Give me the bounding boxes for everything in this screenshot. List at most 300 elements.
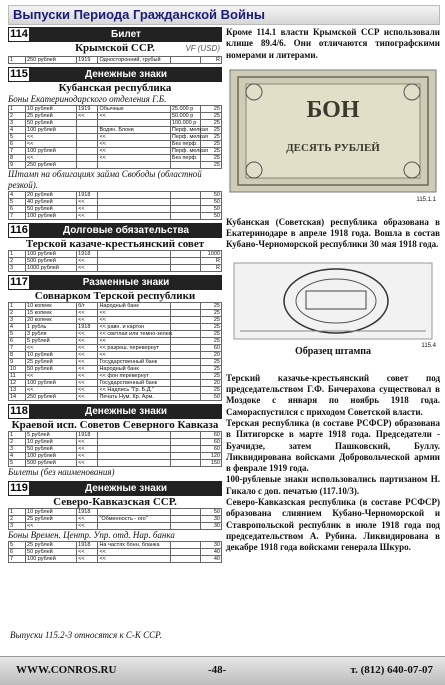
table-cell bbox=[170, 516, 200, 523]
bottom-note: Выпуски 115.2-3 относятся к С-К ССР. bbox=[10, 630, 162, 640]
table-cell: 30 bbox=[200, 542, 221, 549]
table-cell: Государственный банк bbox=[98, 359, 170, 366]
table-cell bbox=[77, 120, 98, 127]
table-cell: << bbox=[77, 373, 98, 380]
table-cell: 1 bbox=[9, 509, 26, 516]
table-cell: 60 bbox=[200, 439, 221, 446]
table-cell: R bbox=[200, 57, 221, 64]
table-row bbox=[9, 542, 222, 549]
table-cell: << bbox=[77, 331, 98, 338]
table-cell bbox=[98, 523, 170, 530]
section-116-header bbox=[8, 223, 222, 238]
section-number: 118 bbox=[8, 404, 30, 419]
table-row bbox=[9, 556, 222, 563]
table-cell bbox=[98, 120, 170, 127]
table-cell: << bbox=[77, 359, 98, 366]
stamp-image bbox=[226, 261, 440, 341]
table-cell bbox=[98, 206, 170, 213]
table-row bbox=[9, 258, 222, 265]
table-cell: << bbox=[77, 345, 98, 352]
banknote-image-block bbox=[226, 67, 440, 217]
table-cell bbox=[98, 453, 170, 460]
table-cell: << bbox=[77, 516, 98, 523]
table-cell: 25 bbox=[200, 162, 221, 169]
table-cell: << bbox=[77, 199, 98, 206]
section-115-subtitle: Кубанская республика bbox=[58, 82, 172, 94]
table-cell: 25 bbox=[200, 331, 221, 338]
table-cell: 4 bbox=[9, 192, 26, 199]
stamp-caption: Образец штампа bbox=[294, 345, 372, 357]
table-cell: 25 bbox=[200, 120, 221, 127]
table-cell: 25 bbox=[200, 141, 221, 148]
table-cell bbox=[98, 213, 170, 220]
table-cell: 7 bbox=[9, 345, 26, 352]
phone-number: т. (812) 640-07-07 bbox=[350, 664, 433, 676]
table-cell: Народный банк bbox=[98, 303, 170, 310]
table-cell: << bbox=[77, 113, 98, 120]
table-row bbox=[9, 162, 222, 169]
table-cell: << bbox=[77, 380, 98, 387]
section-118-note: Билеты (без наименования) bbox=[8, 467, 115, 477]
table-cell bbox=[98, 192, 170, 199]
rating-header: VF (USD) bbox=[185, 44, 220, 53]
table-cell: 25 bbox=[200, 106, 221, 113]
table-cell bbox=[170, 57, 200, 64]
table-cell: 1919 bbox=[77, 106, 98, 113]
gikalo-text: 100-рублевые знаки использовались партизаном Н. Гикало с доп. печатью (117.10/3). bbox=[226, 474, 440, 496]
table-cell: << bbox=[77, 338, 98, 345]
table-row bbox=[9, 338, 222, 345]
table-cell: 2 bbox=[9, 113, 26, 120]
table-row bbox=[9, 265, 222, 272]
table-cell: 10 рублей bbox=[26, 509, 77, 516]
table-row bbox=[9, 366, 222, 373]
table-cell: 50 bbox=[200, 213, 221, 220]
table-cell: 100 рублей bbox=[26, 380, 77, 387]
section-118-table bbox=[8, 431, 222, 467]
section-name: Билет bbox=[111, 29, 141, 40]
table-cell bbox=[170, 265, 200, 272]
table-cell: 1918 bbox=[77, 542, 98, 549]
table-cell bbox=[170, 206, 200, 213]
table-cell: 9 bbox=[9, 162, 26, 169]
table-cell bbox=[170, 317, 200, 324]
table-cell: 25 рублей bbox=[26, 359, 77, 366]
section-116-table bbox=[8, 250, 222, 272]
table-cell: 10 рублей bbox=[26, 106, 77, 113]
table-cell: << bbox=[77, 460, 98, 467]
table-cell: 7 bbox=[9, 556, 26, 563]
table-cell: 25 bbox=[200, 155, 221, 162]
table-cell: 30 bbox=[200, 523, 221, 530]
table-cell: 50.000 р bbox=[170, 113, 200, 120]
table-row bbox=[9, 199, 222, 206]
table-cell: 20 bbox=[200, 380, 221, 387]
section-115-issuer: Боны Екатеринодарского отделения Г.Б. bbox=[8, 94, 167, 104]
table-cell: 2 bbox=[9, 258, 26, 265]
table-cell: 60 bbox=[200, 345, 221, 352]
section-number: 117 bbox=[8, 275, 30, 290]
table-cell: 20 копеек bbox=[26, 317, 77, 324]
table-cell: 20 рублей bbox=[26, 192, 77, 199]
section-number: 115 bbox=[8, 67, 30, 82]
table-cell: 5 bbox=[9, 331, 26, 338]
table-cell: Водян. Блоки bbox=[98, 127, 170, 134]
table-cell bbox=[170, 192, 200, 199]
table-cell: 40 рублей bbox=[26, 199, 77, 206]
table-cell bbox=[170, 439, 200, 446]
table-cell: 25 bbox=[200, 113, 221, 120]
table-cell: 1000 bbox=[200, 251, 221, 258]
table-row bbox=[9, 373, 222, 380]
table-cell: 1919 bbox=[77, 57, 98, 64]
table-cell: 14 bbox=[9, 394, 26, 401]
table-row bbox=[9, 446, 222, 453]
table-cell: 1 рубль bbox=[26, 324, 77, 331]
table-cell: 50 bbox=[200, 192, 221, 199]
table-cell: 2 bbox=[9, 439, 26, 446]
table-cell: Государственный банк bbox=[98, 380, 170, 387]
table-cell: 100 рублей bbox=[26, 453, 77, 460]
table-cell bbox=[77, 148, 98, 155]
table-cell bbox=[170, 453, 200, 460]
table-cell: 250 рублей bbox=[26, 162, 77, 169]
section-118-header bbox=[8, 404, 222, 419]
table-cell: << светлая или темно-зелен. bbox=[99, 331, 174, 337]
table-cell: 100 рублей bbox=[26, 251, 77, 258]
table-row bbox=[9, 192, 222, 199]
table-row bbox=[9, 113, 222, 120]
table-cell: Перф. мелкая bbox=[171, 127, 208, 133]
table-cell bbox=[98, 439, 170, 446]
table-cell: 4 bbox=[9, 453, 26, 460]
table-cell bbox=[98, 258, 170, 265]
section-115-header bbox=[8, 67, 222, 82]
table-cell bbox=[170, 324, 200, 331]
table-cell: << Надпись "Гр. Б.Д." bbox=[98, 387, 170, 394]
table-cell bbox=[98, 199, 170, 206]
table-cell: 6 bbox=[9, 549, 26, 556]
table-cell: << bbox=[98, 352, 170, 359]
table-cell: << bbox=[98, 148, 170, 155]
table-cell: "Обменность - ого" bbox=[98, 516, 170, 523]
table-cell: 25 рублей bbox=[26, 113, 77, 120]
image-number: 115.4 bbox=[421, 342, 436, 349]
table-cell: 50 рублей bbox=[26, 549, 77, 556]
section-114-table bbox=[8, 56, 222, 64]
table-row bbox=[9, 127, 222, 134]
table-row bbox=[9, 352, 222, 359]
table-row bbox=[9, 460, 222, 467]
table-cell: 3 bbox=[9, 317, 26, 324]
table-cell bbox=[98, 446, 170, 453]
table-cell: 8 bbox=[9, 155, 26, 162]
table-cell: 10 bbox=[9, 366, 26, 373]
table-cell: << bbox=[26, 523, 77, 530]
table-cell: 5 bbox=[9, 134, 26, 141]
table-cell: 40 bbox=[200, 549, 221, 556]
table-cell: б/г bbox=[77, 303, 98, 310]
table-cell: Односторонний, грубый bbox=[98, 57, 170, 64]
table-cell bbox=[170, 258, 200, 265]
table-cell: 1918 bbox=[77, 432, 98, 439]
table-row bbox=[9, 206, 222, 213]
table-cell: Печать Нум. Кр. Арм. bbox=[98, 394, 170, 401]
table-cell bbox=[98, 265, 170, 272]
table-cell bbox=[77, 155, 98, 162]
table-cell: << bbox=[98, 141, 170, 148]
table-cell: 3 рубля bbox=[26, 331, 77, 338]
table-cell: 5 bbox=[9, 199, 26, 206]
table-cell: << bbox=[77, 213, 98, 220]
table-row bbox=[9, 106, 222, 113]
section-115-table-2 bbox=[8, 191, 222, 220]
table-cell: 60 bbox=[200, 446, 221, 453]
image-number: 115.1.1 bbox=[416, 196, 436, 203]
table-cell: 1918 bbox=[77, 251, 98, 258]
table-cell bbox=[98, 509, 170, 516]
table-row bbox=[9, 509, 222, 516]
section-114-header bbox=[8, 27, 222, 42]
table-cell: 25 bbox=[200, 359, 221, 366]
table-cell: 50 bbox=[200, 394, 221, 401]
table-cell: 25 рублей bbox=[26, 516, 77, 523]
table-cell: 10 рублей bbox=[26, 439, 77, 446]
table-cell: 10 рублей bbox=[26, 352, 77, 359]
table-cell: 3 bbox=[9, 523, 26, 530]
table-cell bbox=[98, 460, 170, 467]
table-cell: Без перф. bbox=[170, 155, 200, 162]
table-cell: Без перф. bbox=[170, 141, 200, 148]
table-cell: << bbox=[98, 134, 170, 141]
section-name: Денежные знаки bbox=[84, 69, 167, 80]
table-cell: 50 bbox=[200, 206, 221, 213]
section-117-table bbox=[8, 302, 222, 401]
table-cell: << bbox=[77, 453, 98, 460]
table-cell: << bbox=[98, 317, 170, 324]
banknote-image bbox=[226, 67, 440, 207]
table-cell: 25 bbox=[200, 148, 221, 155]
table-cell: << bbox=[77, 394, 98, 401]
section-119-header bbox=[8, 481, 222, 496]
table-cell: << bbox=[77, 446, 98, 453]
table-cell: << bbox=[26, 373, 77, 380]
section-115-note: Штамп на облигациях займа Свободы (областной резкой). bbox=[8, 169, 202, 190]
table-cell: 40 bbox=[200, 556, 221, 563]
table-cell bbox=[170, 213, 200, 220]
table-cell: << bbox=[77, 258, 98, 265]
table-cell bbox=[170, 542, 200, 549]
table-cell bbox=[170, 394, 200, 401]
table-cell: << bbox=[77, 387, 98, 394]
table-cell: 1 bbox=[9, 251, 26, 258]
table-cell bbox=[98, 162, 170, 169]
table-cell: 7 bbox=[9, 213, 26, 220]
table-row bbox=[9, 345, 222, 352]
table-row bbox=[9, 331, 222, 338]
table-cell bbox=[170, 359, 200, 366]
table-row bbox=[9, 310, 222, 317]
table-cell: 6 bbox=[9, 338, 26, 345]
table-cell bbox=[98, 251, 170, 258]
table-row bbox=[9, 439, 222, 446]
table-cell: << bbox=[77, 366, 98, 373]
section-114-title-row bbox=[8, 42, 222, 56]
table-cell: << bbox=[98, 549, 170, 556]
table-cell: 30 bbox=[200, 516, 221, 523]
table-cell: 1918 bbox=[77, 192, 98, 199]
table-cell: 1918 bbox=[77, 509, 98, 516]
section-name: Денежные знаки bbox=[84, 483, 167, 494]
table-cell: 5 рублей bbox=[26, 432, 77, 439]
table-cell: 3 bbox=[9, 446, 26, 453]
table-cell: 15 копеек bbox=[26, 310, 77, 317]
table-cell: 50 рублей bbox=[26, 206, 77, 213]
table-row bbox=[9, 317, 222, 324]
table-cell: 13 bbox=[9, 387, 26, 394]
table-cell: 25 bbox=[200, 373, 221, 380]
table-row bbox=[9, 303, 222, 310]
table-cell: 60 bbox=[200, 432, 221, 439]
table-cell bbox=[170, 345, 200, 352]
table-cell: << bbox=[77, 352, 98, 359]
table-cell: << bbox=[98, 556, 170, 563]
table-row bbox=[9, 380, 222, 387]
table-cell: 100 рублей bbox=[26, 213, 77, 220]
table-cell bbox=[170, 162, 200, 169]
table-cell: 1 bbox=[9, 432, 26, 439]
table-cell bbox=[170, 380, 200, 387]
table-cell: 10 копеек bbox=[26, 303, 77, 310]
table-cell: 2 bbox=[9, 516, 26, 523]
table-cell: Обычные bbox=[98, 106, 170, 113]
table-cell: 50 рублей bbox=[26, 120, 77, 127]
section-119-subtitle: Северо-Кавказская ССР. bbox=[53, 496, 177, 508]
table-cell bbox=[98, 432, 170, 439]
table-cell: 250 рублей bbox=[26, 57, 77, 64]
table-cell: 1 bbox=[9, 303, 26, 310]
table-row bbox=[9, 549, 222, 556]
table-cell: R bbox=[200, 265, 221, 272]
table-cell bbox=[77, 162, 98, 169]
table-cell: << равн. и картон bbox=[98, 324, 170, 331]
table-cell: 25 bbox=[200, 366, 221, 373]
section-name: Долговые обязательства bbox=[62, 225, 189, 236]
table-row bbox=[9, 453, 222, 460]
section-number: 119 bbox=[8, 481, 30, 496]
section-name: Разменные знаки bbox=[82, 277, 170, 288]
table-cell bbox=[170, 556, 200, 563]
page-header bbox=[8, 5, 440, 25]
table-cell: 1 bbox=[9, 57, 26, 64]
table-row bbox=[9, 251, 222, 258]
table-cell: 100 рублей bbox=[26, 556, 77, 563]
table-cell: 25 bbox=[200, 310, 221, 317]
table-cell: 100 рублей bbox=[26, 127, 77, 134]
table-cell: 25 bbox=[200, 338, 221, 345]
table-cell: 25 bbox=[200, 303, 221, 310]
page-footer bbox=[0, 656, 445, 685]
table-row bbox=[9, 213, 222, 220]
table-cell bbox=[170, 432, 200, 439]
left-column bbox=[8, 27, 222, 650]
table-cell bbox=[170, 303, 200, 310]
section-119-table bbox=[8, 508, 222, 530]
table-cell: << bbox=[77, 439, 98, 446]
table-row bbox=[9, 148, 222, 155]
table-cell: 500 рублей bbox=[26, 258, 77, 265]
table-cell: 500 рублей bbox=[26, 460, 77, 467]
table-cell bbox=[77, 141, 98, 148]
table-cell: 25 bbox=[200, 387, 221, 394]
section-115-table bbox=[8, 105, 222, 169]
table-cell bbox=[170, 352, 200, 359]
table-cell: 50 bbox=[200, 199, 221, 206]
table-cell: << bbox=[98, 338, 170, 345]
table-cell: 50 рублей bbox=[26, 366, 77, 373]
table-cell: 7 bbox=[9, 148, 26, 155]
table-cell: 25.000 р bbox=[170, 106, 200, 113]
table-cell: << bbox=[26, 387, 77, 394]
table-cell bbox=[170, 251, 200, 258]
table-cell: 2 bbox=[9, 310, 26, 317]
table-row bbox=[9, 120, 222, 127]
table-cell: 250 рублей bbox=[26, 394, 77, 401]
north-caucasus-text: Северо-Кавказская республика (в составе РСФСР) образована слиянием Кубано-Черноморской и Ставропольской республик в июле 1918 года под председательством А. Рубина. Ликвидирована в декабре 1918 года войсками генерала Шкуро. bbox=[226, 497, 440, 553]
table-cell: << bbox=[77, 317, 98, 324]
table-cell bbox=[170, 310, 200, 317]
table-cell bbox=[170, 460, 200, 467]
section-119-table-2 bbox=[8, 541, 222, 563]
terek-republic-text: Терская республика (в составе РСФСР) образована в Пятигорске в марте 1918 года. Председатели - Буачидзе, затем Пашковский, Буллу. Ликвидирована войсками Добровольческой армии в феврале 1919 года. bbox=[226, 417, 440, 474]
table-cell: 50 bbox=[200, 509, 221, 516]
table-cell: 1918 bbox=[77, 324, 98, 331]
table-cell: 25 bbox=[200, 127, 221, 134]
table-cell: << фон перевернут bbox=[98, 373, 170, 380]
table-cell: 1000 рублей bbox=[26, 265, 77, 272]
table-cell: << bbox=[77, 206, 98, 213]
table-cell: << bbox=[26, 345, 77, 352]
table-cell: 100 рублей bbox=[26, 148, 77, 155]
site-link[interactable]: WWW.CONROS.RU bbox=[16, 664, 117, 676]
table-cell bbox=[170, 509, 200, 516]
section-117-subtitle: Совнарком Терской республики bbox=[34, 290, 196, 302]
table-cell: 3 bbox=[9, 120, 26, 127]
stamp-image-block bbox=[226, 261, 440, 363]
section-name: Денежные знаки bbox=[84, 406, 167, 417]
table-cell bbox=[170, 366, 200, 373]
table-row bbox=[9, 155, 222, 162]
table-row bbox=[9, 516, 222, 523]
table-cell: 4 bbox=[9, 324, 26, 331]
table-cell: 120 bbox=[200, 453, 221, 460]
table-cell: 100.000 р bbox=[170, 120, 200, 127]
banknote-word: БОН bbox=[306, 96, 360, 123]
page-number: -48- bbox=[208, 664, 227, 676]
table-cell: << bbox=[77, 265, 98, 272]
table-cell: << bbox=[77, 523, 98, 530]
table-cell: << bbox=[77, 549, 98, 556]
table-cell: 25 bbox=[200, 317, 221, 324]
table-cell: 9 bbox=[9, 359, 26, 366]
table-row bbox=[9, 523, 222, 530]
kuban-text: Кубанская (Советская) республика образована в Екатеринодаре в апреле 1918 года. Вошла в состав Кубано-Черноморской республики 30 мая 1918 года. bbox=[226, 216, 440, 250]
table-cell: Перф. мелкая bbox=[171, 134, 208, 140]
table-cell bbox=[77, 127, 98, 134]
section-119-issuer: Боны Времен. Центр. Упр. отд. Нар. банка bbox=[8, 530, 175, 540]
table-cell bbox=[170, 387, 200, 394]
table-cell bbox=[170, 373, 200, 380]
